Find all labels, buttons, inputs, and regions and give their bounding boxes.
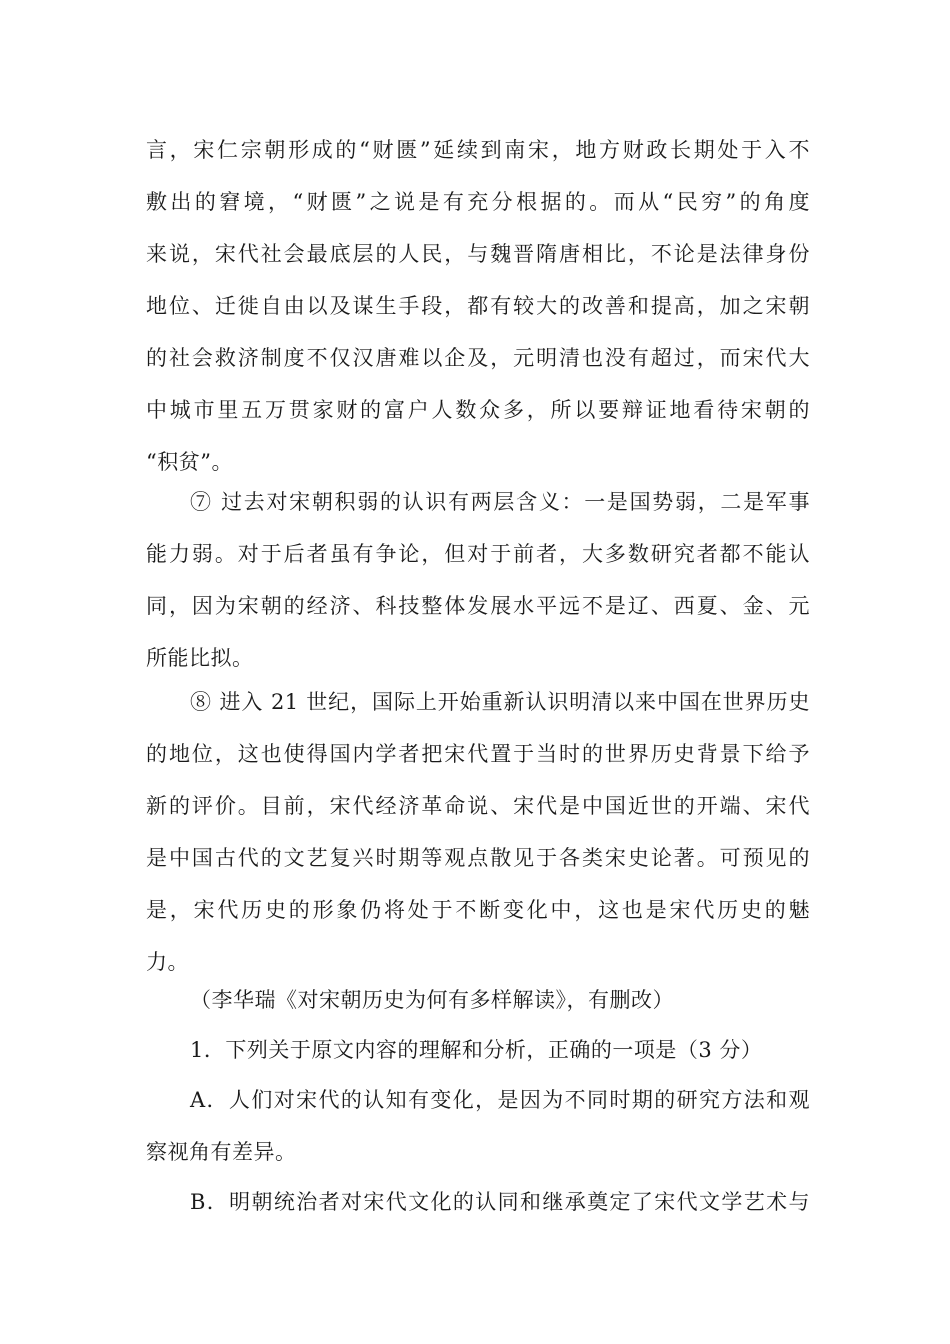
- option-text: A．人们对宋代的认知有变化，是因为不同时期的研究方法和观: [190, 1088, 810, 1112]
- text-line: 的地位，这也使得国内学者把宋代置于当时的世界历史背景下给予: [146, 742, 810, 766]
- paragraph-6-continued: [146, 124, 810, 488]
- text-line: 敷出的窘境，“财匮”之说是有充分根据的。而从“民穷”的角度: [146, 190, 810, 214]
- citation-text: （李华瑞《对宋朝历史为何有多样解读》，有删改）: [190, 988, 674, 1012]
- option-text: B．明朝统治者对宋代文化的认同和继承奠定了宋代文学艺术与: [190, 1190, 810, 1214]
- text-line: 言，宋仁宗朝形成的“财匮”延续到南宋，地方财政长期处于入不: [146, 138, 810, 162]
- text-line: 能力弱。对于后者虽有争论，但对于前者，大多数研究者都不能认: [146, 542, 810, 566]
- paragraph-8: [146, 676, 810, 988]
- text-line: ⑧ 进入 21 世纪，国际上开始重新认识明清以来中国在世界历史: [190, 690, 810, 714]
- text-line: 是，宋代历史的形象仍将处于不断变化中，这也是宋代历史的魅: [146, 898, 810, 922]
- text-line: 的社会救济制度不仅汉唐难以企及，元明清也没有超过，而宋代大: [146, 346, 810, 370]
- source-citation: [146, 974, 810, 1026]
- option-b: [146, 1176, 810, 1228]
- question-stem: 1．下列关于原文内容的理解和分析，正确的一项是（3 分）: [190, 1038, 763, 1062]
- text-line: 中城市里五万贯家财的富户人数众多，所以要辩证地看待宋朝的: [146, 398, 810, 422]
- text-line: 力。: [146, 950, 189, 974]
- text-line: 同，因为宋朝的经济、科技整体发展水平远不是辽、西夏、金、元: [146, 594, 810, 618]
- paragraph-7: [146, 476, 810, 684]
- text-line: 所能比拟。: [146, 646, 254, 670]
- option-a: [146, 1074, 810, 1178]
- option-text: 察视角有差异。: [146, 1140, 297, 1164]
- text-line: 是中国古代的文艺复兴时期等观点散见于各类宋史论著。可预见的: [146, 846, 810, 870]
- text-line: 新的评价。目前，宋代经济革命说、宋代是中国近世的开端、宋代: [146, 794, 810, 818]
- text-line: ⑦ 过去对宋朝积弱的认识有两层含义：一是国势弱，二是军事: [190, 490, 810, 514]
- text-line: 地位、迁徙自由以及谋生手段，都有较大的改善和提高，加之宋朝: [146, 294, 810, 318]
- text-line: “积贫”。: [146, 450, 233, 474]
- text-line: 来说，宋代社会最底层的人民，与魏晋隋唐相比，不论是法律身份: [146, 242, 810, 266]
- question-1: [146, 1024, 810, 1076]
